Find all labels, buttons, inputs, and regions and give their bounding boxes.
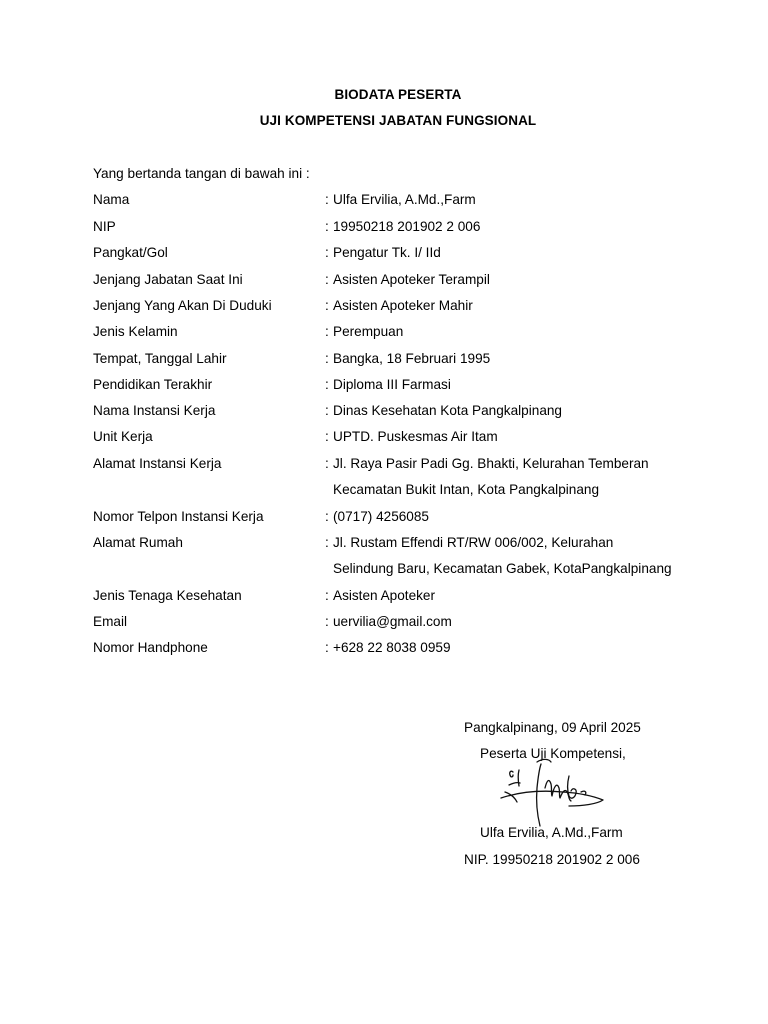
- field-separator: :: [325, 298, 329, 313]
- handwritten-signature: [495, 752, 610, 832]
- field-value: Ulfa Ervilia, A.Md.,Farm: [333, 192, 476, 207]
- document-title: BIODATA PESERTA: [334, 87, 462, 102]
- field-row-nama: [93, 191, 733, 209]
- field-value: uervilia@gmail.com: [333, 614, 452, 629]
- document-subtitle: UJI KOMPETENSI JABATAN FUNGSIONAL: [259, 113, 537, 128]
- field-row-email: [93, 613, 733, 631]
- field-separator: :: [325, 535, 329, 550]
- field-separator: :: [325, 588, 329, 603]
- field-value: 19950218 201902 2 006: [333, 219, 481, 234]
- field-label: Jenjang Yang Akan Di Duduki: [93, 298, 272, 313]
- field-row-unit-kerja: [93, 428, 733, 446]
- field-label: Jenis Kelamin: [93, 324, 178, 339]
- field-label: NIP: [93, 219, 116, 234]
- field-label: Nama: [93, 192, 130, 207]
- field-separator: :: [325, 509, 329, 524]
- signature-role: Peserta Uji Kompetensi,: [480, 746, 626, 761]
- field-row-alamat-instansi: [93, 455, 733, 497]
- field-value: UPTD. Puskesmas Air Itam: [333, 429, 498, 444]
- field-value: +628 22 8038 0959: [333, 640, 451, 655]
- field-value-continuation: Kecamatan Bukit Intan, Kota Pangkalpinang: [333, 482, 600, 497]
- field-value: Pengatur Tk. I/ IId: [333, 245, 441, 260]
- field-value: Perempuan: [333, 324, 404, 339]
- field-label: Pendidikan Terakhir: [93, 377, 213, 392]
- field-separator: :: [325, 351, 329, 366]
- field-label: Nama Instansi Kerja: [93, 403, 216, 418]
- field-value: Bangka, 18 Februari 1995: [333, 351, 491, 366]
- field-row-handphone: [93, 639, 733, 657]
- field-row-telpon-instansi: [93, 508, 733, 526]
- field-label: Tempat, Tanggal Lahir: [93, 351, 227, 366]
- field-row-alamat-rumah: [93, 534, 733, 576]
- field-separator: :: [325, 219, 329, 234]
- field-value: Asisten Apoteker: [333, 588, 436, 603]
- field-value: Jl. Raya Pasir Padi Gg. Bhakti, Kelurahan Temberan: [333, 456, 649, 471]
- field-value-continuation: Selindung Baru, Kecamatan Gabek, KotaPangkalpinang: [333, 561, 672, 576]
- field-label: Jenjang Jabatan Saat Ini: [93, 272, 243, 287]
- field-label: Nomor Telpon Instansi Kerja: [93, 509, 264, 524]
- signature-place-date: Pangkalpinang, 09 April 2025: [464, 720, 641, 735]
- signature-nip: NIP. 19950218 201902 2 006: [464, 852, 640, 867]
- field-separator: :: [325, 272, 329, 287]
- field-row-ttl: [93, 350, 733, 368]
- field-label: Jenis Tenaga Kesehatan: [93, 588, 242, 603]
- field-label: Nomor Handphone: [93, 640, 208, 655]
- field-separator: :: [325, 456, 329, 471]
- intro-text: Yang bertanda tangan di bawah ini :: [93, 166, 310, 181]
- field-separator: :: [325, 245, 329, 260]
- field-label: Alamat Instansi Kerja: [93, 456, 222, 471]
- field-separator: :: [325, 640, 329, 655]
- field-separator: :: [325, 403, 329, 418]
- field-value: Diploma III Farmasi: [333, 377, 451, 392]
- field-separator: :: [325, 614, 329, 629]
- field-value: Asisten Apoteker Terampil: [333, 272, 490, 287]
- field-value: Asisten Apoteker Mahir: [333, 298, 473, 313]
- field-row-nip: [93, 218, 733, 236]
- field-label: Email: [93, 614, 127, 629]
- field-value: Jl. Rustam Effendi RT/RW 006/002, Kelurahan: [333, 535, 614, 550]
- field-row-pangkat: [93, 244, 733, 262]
- field-separator: :: [325, 324, 329, 339]
- field-separator: :: [325, 192, 329, 207]
- field-value: (0717) 4256085: [333, 509, 429, 524]
- field-row-instansi: [93, 402, 733, 420]
- field-row-pendidikan: [93, 376, 733, 394]
- field-separator: :: [325, 377, 329, 392]
- field-row-jenis-tenaga: [93, 587, 733, 605]
- signature-name: Ulfa Ervilia, A.Md.,Farm: [480, 825, 623, 840]
- field-row-jenis-kelamin: [93, 323, 733, 341]
- field-label: Pangkat/Gol: [93, 245, 168, 260]
- field-row-jenjang-akan: [93, 297, 733, 315]
- field-label: Alamat Rumah: [93, 535, 183, 550]
- field-separator: :: [325, 429, 329, 444]
- field-value: Dinas Kesehatan Kota Pangkalpinang: [333, 403, 562, 418]
- field-row-jenjang-saat-ini: [93, 271, 733, 289]
- field-label: Unit Kerja: [93, 429, 153, 444]
